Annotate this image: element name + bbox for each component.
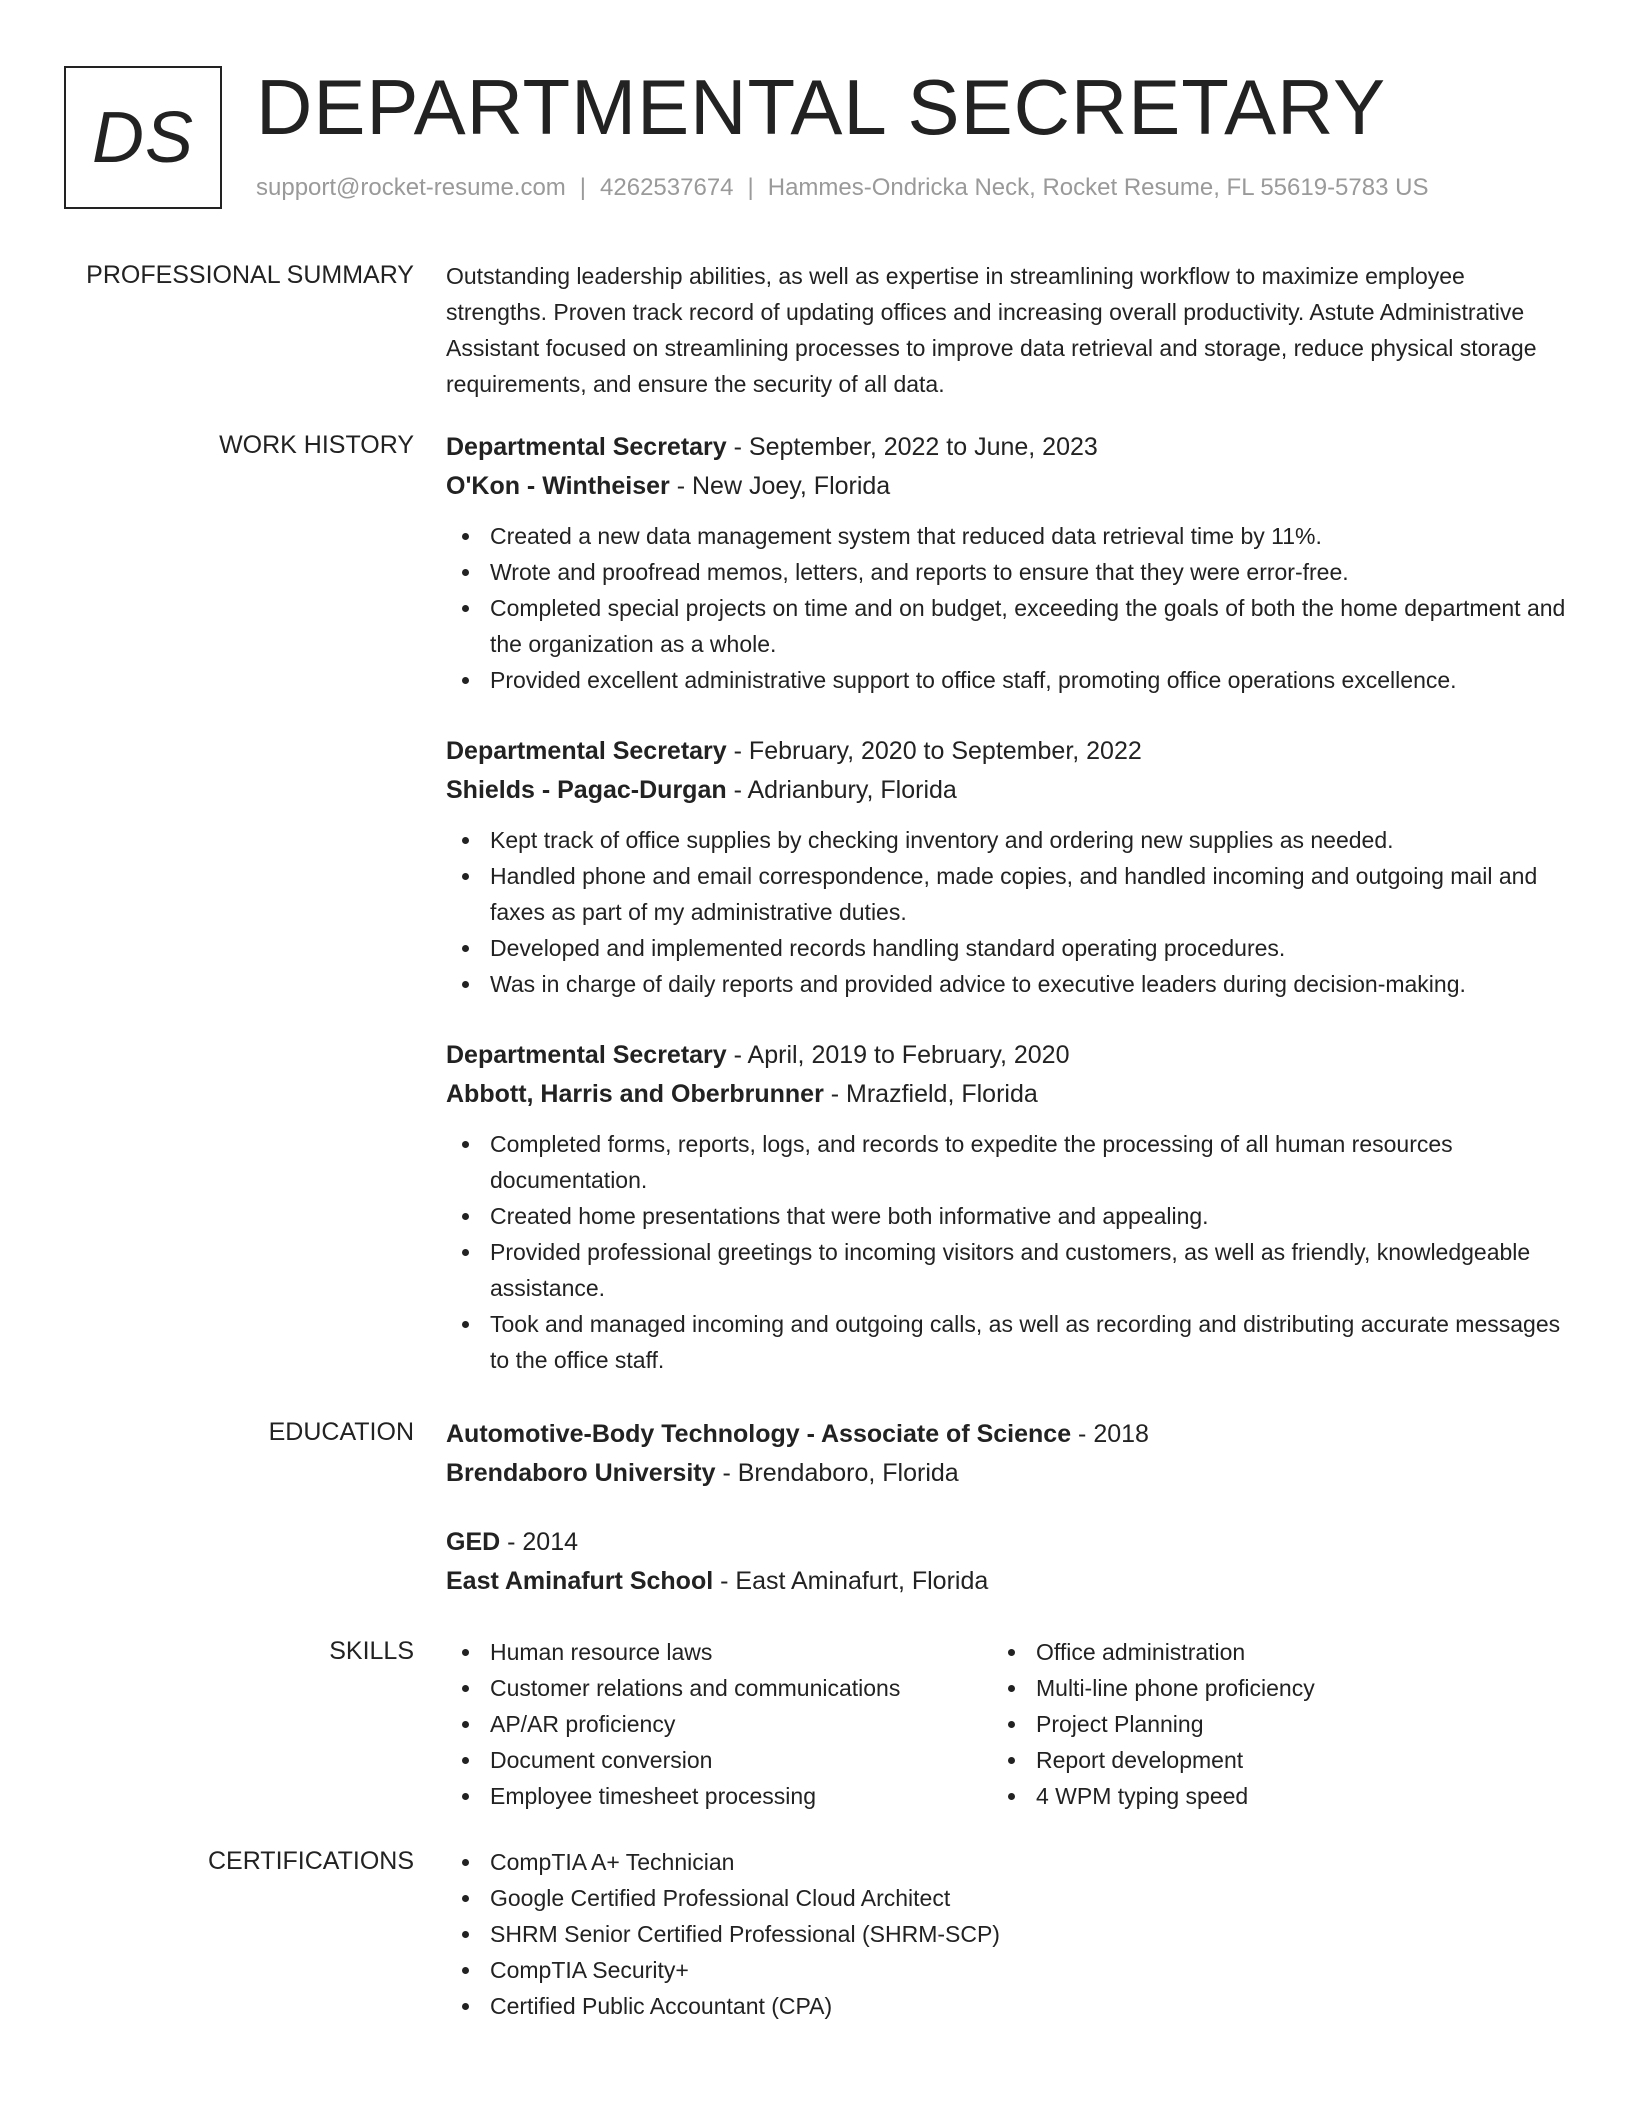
list-item: Created home presentations that were both informative and appealing. [446, 1198, 1566, 1234]
job-bullets [446, 1126, 1566, 1378]
list-item: Completed special projects on time and on budget, exceeding the goals of both the home department and the organization as a whole. [446, 590, 1566, 662]
degree-line [446, 1523, 1566, 1561]
list-item: Was in charge of daily reports and provided advice to executive leaders during decision-making. [446, 966, 1566, 1002]
job-bullets [446, 518, 1566, 698]
education-entry [446, 1523, 1566, 1601]
job-title: Departmental Secretary [446, 433, 727, 461]
list-item: Provided excellent administrative support to office staff, promoting office operations excellence. [446, 662, 1566, 698]
degree: GED [446, 1528, 501, 1556]
job-company-line [446, 770, 1566, 810]
job-location: - New Joey, Florida [669, 472, 891, 500]
job-location: - Adrianbury, Florida [726, 776, 957, 804]
degree-year: - 2014 [500, 1528, 579, 1556]
resume-title: DEPARTMENTAL SECRETARY [256, 63, 1387, 151]
degree-line [446, 1415, 1566, 1453]
job-company: Shields - Pagac-Durgan [446, 776, 727, 804]
list-item: Office administration [992, 1634, 1538, 1670]
job-title-line [446, 732, 1566, 770]
list-item: Google Certified Professional Cloud Architect [446, 1880, 1566, 1916]
list-item: Report development [992, 1742, 1538, 1778]
job-company: Abbott, Harris and Oberbrunner [446, 1080, 824, 1108]
list-item: Provided professional greetings to incoming visitors and customers, as well as friendly, knowledgeable assistance. [446, 1234, 1566, 1306]
list-item: Certified Public Accountant (CPA) [446, 1988, 1566, 2024]
section-label: PROFESSIONAL SUMMARY [86, 261, 414, 289]
job-bullets [446, 822, 1566, 1002]
skills-grid [446, 1634, 1566, 1814]
list-item: Employee timesheet processing [446, 1778, 992, 1814]
job-entry [446, 428, 1566, 698]
education-body [446, 1415, 1566, 1601]
work-history-body [446, 428, 1566, 1412]
list-item: SHRM Senior Certified Professional (SHRM-SCP) [446, 1916, 1566, 1952]
school-location: - Brendaboro, Florida [715, 1459, 959, 1487]
skills-column-left [446, 1634, 992, 1814]
resume-header [64, 63, 1584, 210]
section-label: CERTIFICATIONS [207, 1847, 414, 1875]
job-company: O'Kon - Wintheiser [446, 472, 670, 500]
section-label: SKILLS [329, 1637, 414, 1665]
job-entry [446, 732, 1566, 1002]
list-item: Project Planning [992, 1706, 1538, 1742]
degree: Automotive-Body Technology - Associate of Science [446, 1420, 1072, 1448]
job-title: Departmental Secretary [446, 737, 727, 765]
school: East Aminafurt School [446, 1567, 714, 1595]
skills-column-right [992, 1634, 1538, 1814]
school-location: - East Aminafurt, Florida [713, 1567, 989, 1595]
list-item: Completed forms, reports, logs, and records to expedite the processing of all human resources documentation. [446, 1126, 1566, 1198]
degree-year: - 2018 [1071, 1420, 1149, 1448]
summary-text: Outstanding leadership abilities, as well as expertise in streamlining workflow to maximize employee strengths. Proven track record of updating offices and increasing overall productivity. Astute Administrative Assistant focused on streamlining processes to improve data retrieval and storage, reduce physical storage requirements, and ensure the security of all data. [446, 263, 1537, 397]
list-item: Wrote and proofread memos, letters, and reports to ensure that they were error-free. [446, 554, 1566, 590]
job-title-line [446, 1036, 1566, 1074]
skills-body [446, 1634, 1566, 1814]
education-entry [446, 1415, 1566, 1493]
monogram-initials: DS [91, 97, 195, 178]
contact-phone[interactable]: 4262537674 [600, 174, 734, 201]
job-company-line [446, 1074, 1566, 1114]
list-item: Handled phone and email correspondence, made copies, and handled incoming and outgoing mail and faxes as part of my administrative duties. [446, 858, 1566, 930]
monogram-box [64, 66, 222, 209]
list-item: Customer relations and communications [446, 1670, 992, 1706]
job-company-line [446, 466, 1566, 506]
list-item: Developed and implemented records handling standard operating procedures. [446, 930, 1566, 966]
certifications-body [446, 1844, 1566, 2024]
list-item: Kept track of office supplies by checking inventory and ordering new supplies as needed. [446, 822, 1566, 858]
school: Brendaboro University [446, 1459, 716, 1487]
section-label: WORK HISTORY [219, 431, 414, 459]
list-item: Human resource laws [446, 1634, 992, 1670]
school-line [446, 1453, 1566, 1493]
list-item: CompTIA A+ Technician [446, 1844, 1566, 1880]
contact-email[interactable]: support@rocket-resume.com [256, 174, 566, 201]
contact-address: Hammes-Ondricka Neck, Rocket Resume, FL 55619-5783 US [767, 174, 1429, 201]
section-label: EDUCATION [268, 1418, 414, 1446]
list-item: Document conversion [446, 1742, 992, 1778]
job-entry [446, 1036, 1566, 1378]
list-item: AP/AR proficiency [446, 1706, 992, 1742]
contact-separator: | [579, 174, 587, 201]
job-dates: - September, 2022 to June, 2023 [726, 433, 1098, 461]
list-item: 4 WPM typing speed [992, 1778, 1538, 1814]
school-line [446, 1561, 1566, 1601]
certifications-list [446, 1844, 1566, 2024]
job-dates: - February, 2020 to September, 2022 [726, 737, 1142, 765]
job-title: Departmental Secretary [446, 1041, 727, 1069]
job-dates: - April, 2019 to February, 2020 [726, 1041, 1070, 1069]
contact-separator: | [747, 174, 754, 201]
list-item: Multi-line phone proficiency [992, 1670, 1538, 1706]
list-item: CompTIA Security+ [446, 1952, 1566, 1988]
list-item: Took and managed incoming and outgoing calls, as well as recording and distributing accurate messages to the office staff. [446, 1306, 1566, 1378]
job-title-line [446, 428, 1566, 466]
contact-line [256, 174, 1428, 202]
list-item: Created a new data management system that reduced data retrieval time by 11%. [446, 518, 1566, 554]
job-location: - Mrazfield, Florida [823, 1080, 1038, 1108]
